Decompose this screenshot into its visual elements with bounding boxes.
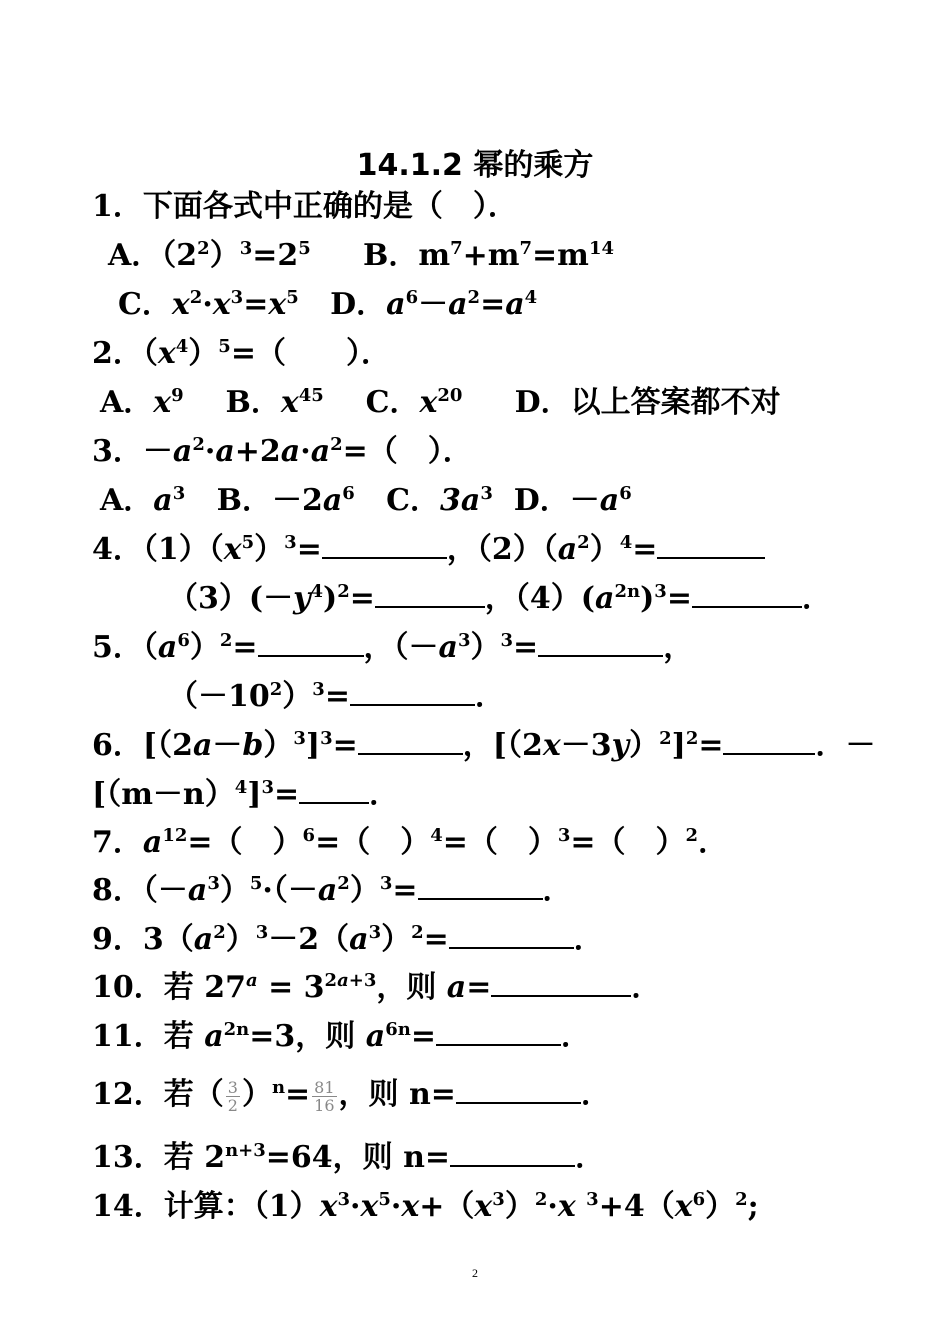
fraction-81-over-16: $\frac{81}{16}$ (314, 1077, 335, 1115)
question-1: 1．下面各式中正确的是（ ）． (92, 189, 518, 224)
question-4-line-1: 4．$(1)(x^5)^3=$ ，$(2)(a^2)^4=$ (92, 530, 765, 570)
question-6-line-2: $[(m-n)^4]^3=$ ． (92, 777, 400, 812)
page-title: 14.1.2 幂的乘方 (356, 148, 594, 183)
question-14: 14．计算：$(1)x^3\cdot x^5\cdot x+(x^3)^2\cdot x$ $^3+4(x^6)^2$; (92, 1189, 759, 1224)
question-12: 12．若（ $\frac{3}{2}$ ）$^n$= $\frac{81}{16}$ ，则 n= ． (92, 1077, 611, 1115)
fraction-3-over-2: $\frac{3}{2}$ (227, 1077, 238, 1115)
question-5-line-2: $(-10^2)^3=$ ． (168, 679, 505, 714)
question-3: 3．$-a^2\cdot a+2a\cdot a^2=$（ ）． (92, 434, 473, 469)
question-5-line-1: 5．$(a^6)^2=$ ，$(-a^3)^3=$ ， (92, 630, 694, 665)
question-13: 13．若 $2^{n+3}=64$，则 n= ． (92, 1140, 606, 1175)
question-6-line-1: 6．$[(2a-b)^3]^3=$ ，$[(2x-3y)^2]^2=$ ．－ (92, 728, 876, 763)
question-1-options-ab: A．$(2^2)^3=2^5$ B．$m^7+m^7=m^{14}$ (108, 238, 614, 273)
question-11: 11．若 $a^{2n}=3$，则 $a^{6n}=$ ． (92, 1019, 591, 1054)
page-number: 2 (472, 1266, 478, 1280)
question-9: 9．$3(a^2)^3-2(a^3)^2=$ ． (92, 922, 604, 957)
question-4-line-2: $(3)(-y^4)^2=$ ，$(4)(a^{2n})^3=$ ． (168, 581, 832, 616)
question-2-options: A．$x^9$ B．$x^{45}$ C．$x^{20}$ D．以上答案都不对 (100, 385, 781, 420)
question-10: 10．若 $27^a = 3^{2a+3}$，则 a= ． (92, 970, 662, 1005)
question-1-options-cd: C．$x^2\cdot x^3=x^5$ D．$a^6-a^2=a^4$ (118, 287, 538, 322)
question-3-options: A．$a^3$ B．$-2a^6$ C．$3a^3$ D．$-a^6$ (100, 483, 632, 518)
question-8: 8．$(-a^3)^5\cdot(-a^2)^3=$ ． (92, 873, 573, 908)
question-2: 2．$(x^4)^5=$（ ）． (92, 336, 391, 371)
question-7: 7．$a^{12}=$（ ）$^6$=（ ）$^4$=（ ）$^3$=（ ）$^2$． (92, 825, 729, 860)
